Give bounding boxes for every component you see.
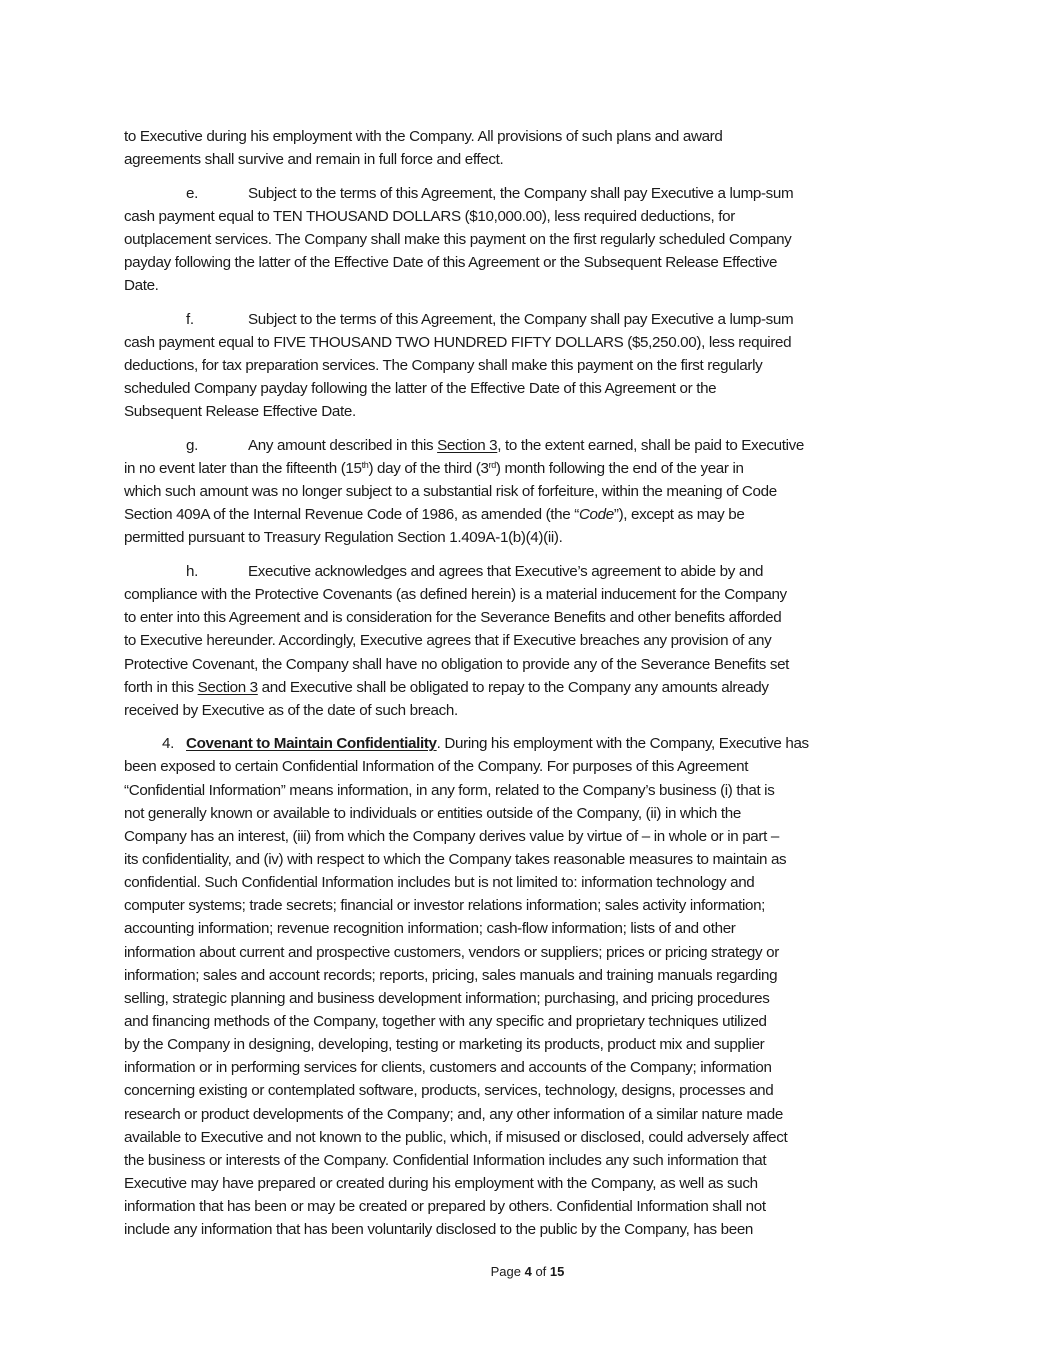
text-line: available to Executive and not known to the public, which, if misused or disclosed, could adversely affect [124,1128,788,1146]
text-line: cash payment equal to FIVE THOUSAND TWO HUNDRED FIFTY DOLLARS ($5,250.00), less required [124,333,792,351]
text-line: concerning existing or contemplated software, products, services, technology, designs, processes and [124,1082,774,1100]
text-line: information; sales and account records; reports, pricing, sales manuals and training manuals regarding [124,966,778,984]
text-line: include any information that has been voluntarily disclosed to the public by the Company, has been [124,1221,754,1239]
section-4-confidentiality: 4. Covenant to Maintain Confidentiality. During his employment with the Company, Executive has been exposed to certain Confidential Information of the Company. For purposes of this Agreement “Confidential Information” means information, in any form, related to the Company’s business (i) that is not generally known or available to individuals or entities outside of the Company, (ii) in which the Company has an interest, (iii) from which the Company derives value by virtue of – in whole or in part – its confidentiality, and (iv) with respect to which the Company takes reasonable measures to maintain as confidential. Such Confidential Information includes but is not limited to: information technology and computer systems; trade secrets; financial or investor relations information; sales activity information; accounting information; revenue recognition information; cash-flow information; lists of and other information about current and prospective customers, vendors or suppliers; prices or pricing strategy or information; sales and account records; reports, pricing, sales manuals and training manuals regarding selling, strategic planning and business development information; purchasing, and pricing procedures and financing methods of the Company, together with any specific and proprietary techniques utilized by the Company in designing, developing, testing or marketing its products, product mix and supplier information or in performing services for clients, customers and accounts of the Company; information concerning existing or contemplated software, products, services, technology, designs, processes and research or product developments of the Company; and, any other information of a similar nature made available to Executive and not known to the public, which, if misused or disclosed, could adversely affect the business or interests of the Company. Confidential Information includes any such information that Executive may have prepared or created during his employment with the Company, as well as such information that has been or may be created or prepared by others. Confidential Information shall not include any information that has been voluntarily disclosed to the public by the Company, has been [124,732,934,1241]
text-line: Subject to the terms of this Agreement, the Company shall pay Executive a lump-sum [248,310,794,328]
item-label: h. [186,562,198,580]
text-line: deductions, for tax preparation services. The Company shall make this payment on the first regularly [124,357,763,375]
text-line: research or product developments of the Company; and, any other information of a similar nature made [124,1105,783,1123]
text-line: agreements shall survive and remain in full force and effect. [124,151,504,169]
section-3-reference: Section 3 [437,436,498,454]
text-line: Executive acknowledges and agrees that Executive’s agreement to abide by and [248,562,764,580]
text-line: information about current and prospective customers, vendors or suppliers; prices or pricing strategy or [124,943,779,961]
text-line: information that has been or may be created or prepared by others. Confidential Information shall not [124,1198,766,1216]
text-line: to Executive during his employment with the Company. All provisions of such plans and award [124,128,723,145]
text-line: confidential. Such Confidential Information includes but is not limited to: information technology and [124,874,755,892]
text-line: by the Company in designing, developing, testing or marketing its products, product mix and supplier [124,1036,765,1054]
text-line: the business or interests of the Company. Confidential Information includes any such information that [124,1151,767,1169]
defined-term-code: Code [578,506,614,524]
text-line: not generally known or available to individuals or entities outside of the Company, (ii) in which the [124,804,741,822]
paragraph-item-f [124,308,934,424]
item-label: g. [186,436,198,454]
text-line: Company has an interest, (iii) from which the Company derives value by virtue of – in whole or in part – [124,827,779,845]
paragraph-intro [124,125,934,171]
section-3-reference: Section 3 [197,678,258,696]
text-line: and financing methods of the Company, together with any specific and proprietary techniques utilized [124,1013,767,1031]
document-body [124,125,934,1241]
total-page-count: 15 [549,1264,565,1279]
text-line: accounting information; revenue recognition information; cash-flow information; lists of and other [124,920,736,938]
text-line: been exposed to certain Confidential Information of the Company. For purposes of this Agreement [124,758,749,776]
section-number: 4. [162,735,174,753]
text-line: received by Executive as of the date of such breach. [124,701,458,719]
text-line: computer systems; trade secrets; financial or investor relations information; sales activity information; [124,897,766,915]
text-line: “Confidential Information” means information, in any form, related to the Company’s business (i) that is [124,781,775,799]
current-page-number: 4 [524,1264,532,1279]
page-footer: Page 4 of 15 [490,1264,565,1279]
text-line: information or in performing services for clients, customers and accounts of the Company; information [124,1059,772,1077]
text-line: cash payment equal to TEN THOUSAND DOLLARS ($10,000.00), less required deductions, for [124,207,735,225]
text-line: to enter into this Agreement and is consideration for the Severance Benefits and other benefits afforded [124,609,782,627]
text-line: payday following the latter of the Effective Date of this Agreement or the Subsequent Release Effective [124,254,778,272]
text-line: permitted pursuant to Treasury Regulation Section 1.409A-1(b)(4)(ii). [124,529,563,547]
item-label: f. [186,310,194,328]
text-line: scheduled Company payday following the latter of the Effective Date of this Agreement or the [124,380,717,398]
text-line: compliance with the Protective Covenants (as defined herein) is a material inducement for the Company [124,586,787,604]
text-line: Protective Covenant, the Company shall have no obligation to provide any of the Severance Benefits set [124,655,790,673]
text-line: which such amount was no longer subject to a substantial risk of forfeiture, within the meaning of Code [124,483,777,501]
paragraph-item-g: g. Any amount described in this Section 3, to the extent earned, shall be paid to Executive in no event later than the fifteenth (15th) day of the third (3rd) month following the end of the year in which such amount was no longer subject to a substantial risk of forfeiture, within the meaning of Code Section 409A of the Internal Revenue Code of 1986, as amended (the “Code”), except as may be permitted pursuant to Treasury Regulation Section 1.409A-1(b)(4)(ii). [124,434,934,550]
text-line: Date. [124,277,159,295]
text-line: its confidentiality, and (iv) with respect to which the Company takes reasonable measures to maintain as [124,851,787,869]
paragraph-item-e [124,182,934,298]
section-heading: Covenant to Maintain Confidentiality [186,735,437,753]
text-line: Executive may have prepared or created during his employment with the Company, as well as such [124,1175,758,1192]
text-line: to Executive hereunder. Accordingly, Executive agrees that if Executive breaches any provision of any [124,632,772,650]
paragraph-item-h: h. Executive acknowledges and agrees that Executive’s agreement to abide by and compliance with the Protective Covenants (as defined herein) is a material inducement for the Company to enter into this Agreement and is consideration for the Severance Benefits and other benefits afforded to Executive hereunder. Accordingly, Executive agrees that if Executive breaches any provision of any Protective Covenant, the Company shall have no obligation to provide any of the Severance Benefits set forth in this Section 3 and Executive shall be obligated to repay to the Company any amounts already received by Executive as of the date of such breach. [124,560,934,722]
text-line: Subsequent Release Effective Date. [124,403,356,421]
text-line: selling, strategic planning and business development information; purchasing, and pricing procedures [124,989,770,1007]
item-label: e. [186,184,198,202]
text-line: outplacement services. The Company shall make this payment on the first regularly scheduled Company [124,230,792,248]
text-line: Subject to the terms of this Agreement, the Company shall pay Executive a lump-sum [248,184,794,202]
